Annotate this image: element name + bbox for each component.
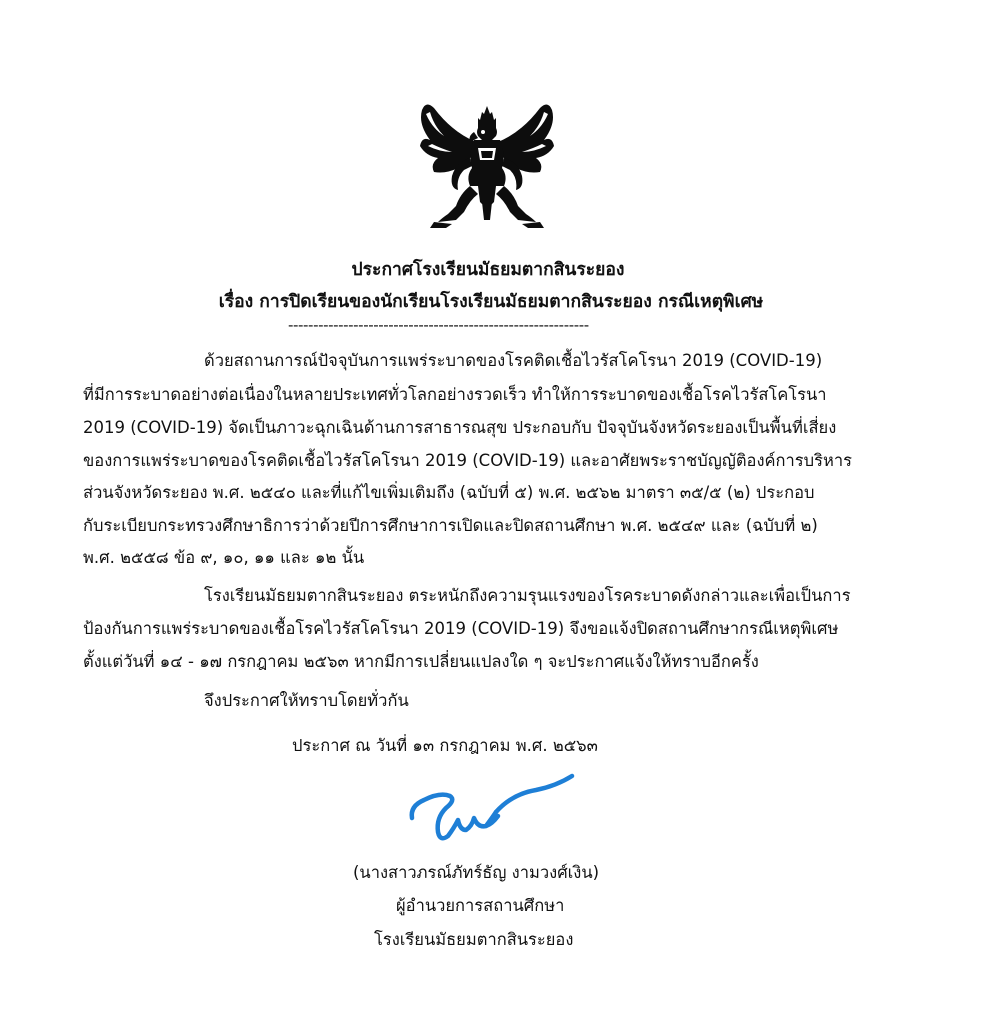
paragraph-line: ด้วยสถานการณ์ปัจจุบันการแพร่ระบาดของโรคติดเชื้อไวรัสโคโรนา 2019 (COVID-19) [204,351,823,370]
paragraph-line: ของการแพร่ระบาดของโรคติดเชื้อไวรัสโคโรนา 2019 (COVID-19) และอาศัยพระราชบัญญัติองค์การบริหาร [83,451,853,470]
signer-name: (นางสาวภรณ์ภัทร์ธัญ งามวงศ์เงิน) [353,863,600,882]
garuda-emblem-icon [412,102,562,232]
paragraph-line: ป้องกันการแพร่ระบาดของเชื้อโรคไวรัสโคโรนา 2019 (COVID-19) จึงขอแจ้งปิดสถานศึกษากรณีเหตุพิเศษ [83,619,839,638]
handwritten-signature [396,766,596,866]
paragraph-line: 2019 (COVID-19) จัดเป็นภาวะฉุกเฉินด้านการสาธารณสุข ประกอบกับ ปัจจุบันจังหวัดระยองเป็นพื้นที่เสี่ยง [83,418,837,437]
paragraph-line: ส่วนจังหวัดระยอง พ.ศ. ๒๕๔๐ และที่แก้ไขเพิ่มเติมถึง (ฉบับที่ ๕) พ.ศ. ๒๕๖๒ มาตรา ๓๕/๕ (๒) ประกอบ [83,483,815,502]
announcement-title: ประกาศโรงเรียนมัธยมตากสินระยอง [351,260,625,280]
signer-position: ผู้อำนวยการสถานศึกษา [396,896,565,915]
paragraph-line: ตั้งแต่วันที่ ๑๔ - ๑๗ กรกฎาคม ๒๕๖๓ หากมีการเปลี่ยนแปลงใด ๆ จะประกาศแจ้งให้ทราบอีกครั้ง [83,652,759,671]
signer-organization: โรงเรียนมัธยมตากสินระยอง [374,930,574,949]
paragraph-line: โรงเรียนมัธยมตากสินระยอง ตระหนักถึงความรุนแรงของโรคระบาดดังกล่าวและเพื่อเป็นการ [204,586,851,605]
paragraph-line: กับระเบียบกระทรวงศึกษาธิการว่าด้วยปีการศึกษาการเปิดและปิดสถานศึกษา พ.ศ. ๒๕๔๙ และ (ฉบับที่ ๒) [83,516,818,535]
closing-statement: จึงประกาศให้ทราบโดยทั่วกัน [204,691,409,710]
announcement-subject: เรื่อง การปิดเรียนของนักเรียนโรงเรียนมัธยมตากสินระยอง กรณีเหตุพิเศษ [218,292,764,312]
paragraph-line: ที่มีการระบาดอย่างต่อเนื่องในหลายประเทศทั่วโลกอย่างรวดเร็ว ทำให้การระบาดของเชื้อโรคไวรัสโคโรนา [83,385,827,404]
separator-line: ------------------------------------------------------------ [288,316,589,334]
paragraph-line: พ.ศ. ๒๕๕๘ ข้อ ๙, ๑๐, ๑๑ และ ๑๒ นั้น [83,548,365,567]
announcement-date: ประกาศ ณ วันที่ ๑๓ กรกฎาคม พ.ศ. ๒๕๖๓ [292,736,598,755]
